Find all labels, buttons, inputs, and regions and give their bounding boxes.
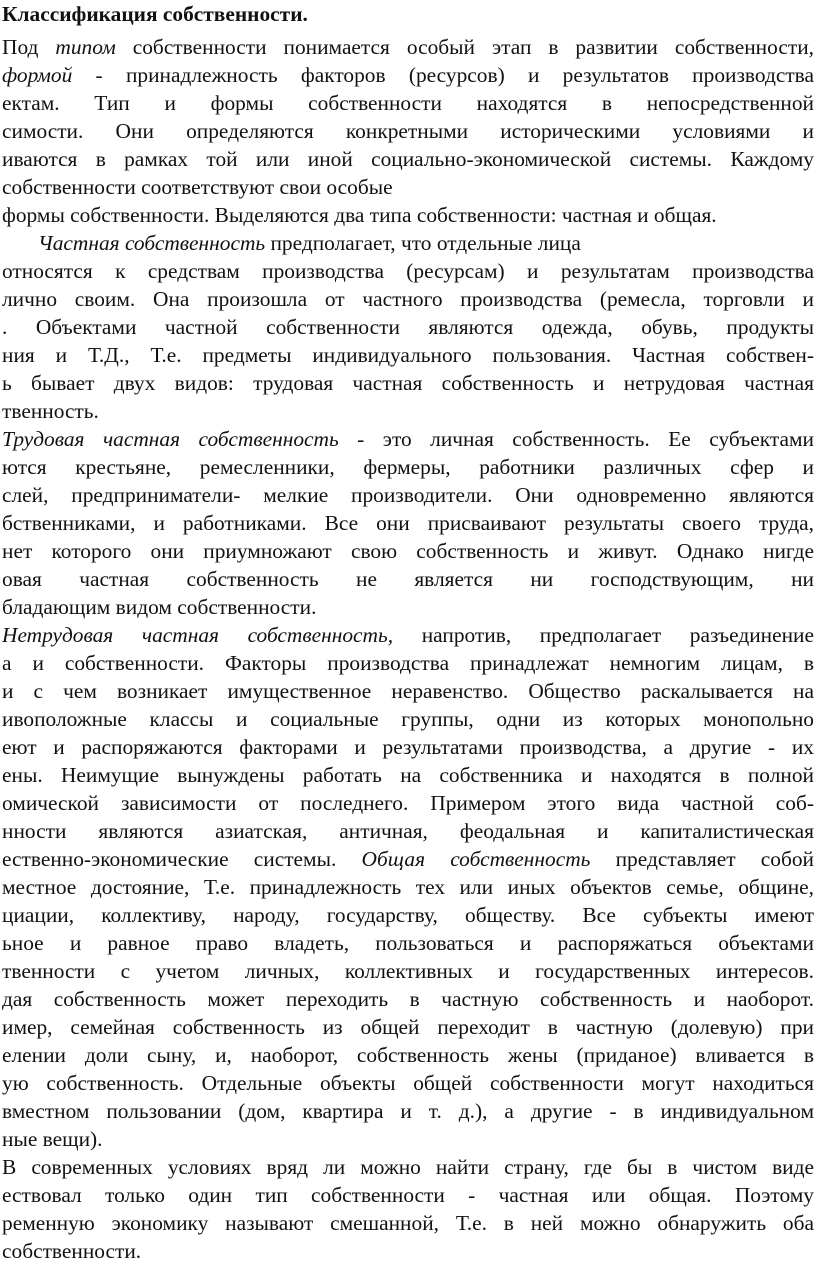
text-run: ены. Неимущие вынуждены работать на собственника и находятся в полной xyxy=(2,763,814,787)
text-run: собственности соответствуют свои особые xyxy=(2,175,393,199)
text-line xyxy=(2,845,814,873)
text-run: елении доли сыну, и, наоборот, собственность жены (приданое) вливается в xyxy=(2,1043,814,1067)
text-line xyxy=(2,425,814,453)
text-run: нет которого они приумножают свою собственность и живут. Однако нигде xyxy=(2,539,814,563)
text-line xyxy=(2,257,814,285)
text-run: овая частная собственность не является ни господствующим, ни xyxy=(2,567,814,591)
text-run: ивоположные классы и социальные группы, одни из которых монопольно xyxy=(2,707,814,731)
text-run: дая собственность может переходить в частную собственность и наоборот. xyxy=(2,987,814,1011)
text-line xyxy=(2,817,814,845)
text-run: еют и распоряжаются факторами и результатами производства, а другие - их xyxy=(2,735,814,759)
italic-term: формой xyxy=(2,63,73,87)
text-run: относятся к средствам производства (ресурсам) и результатам производства xyxy=(2,259,814,283)
document-title: Классификация собственности. xyxy=(2,2,308,26)
text-run: собственности понимается особый этап в развитии собственности, xyxy=(115,35,814,59)
text-line xyxy=(2,873,814,901)
text-run: слей, предприниматели- мелкие производители. Они одновременно являются xyxy=(2,483,814,507)
text-line xyxy=(2,453,814,481)
text-run: ествовал только один тип собственности - частная или общая. Поэтому xyxy=(2,1183,814,1207)
text-line xyxy=(38,229,814,257)
text-run: - принадлежность факторов (ресурсов) и результатов производства xyxy=(72,63,814,87)
text-run: . Объектами частной собственности являются одежда, обувь, продукты xyxy=(2,315,814,339)
text-line xyxy=(2,537,814,565)
text-line xyxy=(2,565,814,593)
text-run: и с чем возникает имущественное неравенство. Общество раскалывается на xyxy=(2,679,814,703)
text-line xyxy=(2,145,814,173)
italic-term: Трудовая частная собственность xyxy=(2,427,339,451)
text-run: нности являются азиатская, античная, феодальная и капиталистическая xyxy=(2,819,814,843)
italic-term: Нетрудовая частная собственность, xyxy=(2,623,394,647)
text-line xyxy=(2,733,814,761)
text-line xyxy=(2,985,814,1013)
text-run: а и собственности. Факторы производства принадлежат немногим лицам, в xyxy=(2,651,814,675)
text-run: ременную экономику называют смешанной, Т.е. в ней можно обнаружить оба xyxy=(2,1211,814,1235)
text-run: ные вещи). xyxy=(2,1127,103,1151)
text-line xyxy=(2,89,814,117)
text-line xyxy=(2,201,814,229)
text-run: твенности с учетом личных, коллективных и государственных интересов. xyxy=(2,959,814,983)
text-line xyxy=(2,705,814,733)
text-line xyxy=(2,1069,814,1097)
italic-term: Общая собственность xyxy=(361,847,591,871)
text-run: ь бывает двух видов: трудовая частная собственность и нетрудовая частная xyxy=(2,371,814,395)
text-run: лично своим. Она произошла от частного производства (ремесла, торговли и xyxy=(2,287,814,311)
text-line xyxy=(2,369,814,397)
text-run: бладающим видом собственности. xyxy=(2,595,317,619)
text-run: омической зависимости от последнего. Примером этого вида частной соб- xyxy=(2,791,814,815)
text-line xyxy=(2,509,814,537)
text-run: В современных условиях вряд ли можно найти страну, где бы в чистом виде xyxy=(2,1155,814,1179)
text-line xyxy=(2,929,814,957)
text-run: представляет собой xyxy=(590,847,814,871)
italic-term: типом xyxy=(55,35,116,59)
text-line xyxy=(2,117,814,145)
text-line xyxy=(2,677,814,705)
text-line xyxy=(2,1041,814,1069)
text-line xyxy=(2,1209,814,1237)
text-run: ую собственность. Отдельные объекты общей собственности могут находиться xyxy=(2,1071,814,1095)
text-line xyxy=(2,649,814,677)
text-run: вместном пользовании (дом, квартира и т. д.), а другие - в индивидуальном xyxy=(2,1099,814,1123)
text-run: местное достояние, Т.е. принадлежность тех или иных объектов семье, общине, xyxy=(2,875,814,899)
text-run: ются крестьяне, ремесленники, фермеры, работники различных сфер и xyxy=(2,455,814,479)
text-run: собственности. xyxy=(2,1239,142,1263)
text-run: напротив, предполагает разъединение xyxy=(393,623,814,647)
text-line xyxy=(2,1125,814,1153)
text-run: ектам. Тип и формы собственности находятся в непосредственной xyxy=(2,91,814,115)
text-line xyxy=(2,61,814,89)
text-run: - это личная собственность. Ее субъектами xyxy=(338,427,814,451)
text-line xyxy=(2,957,814,985)
text-line xyxy=(2,621,814,649)
italic-term: Частная собственность xyxy=(38,231,266,255)
text-line xyxy=(2,313,814,341)
text-line xyxy=(2,789,814,817)
text-line xyxy=(2,285,814,313)
text-run: формы собственности. Выделяются два типа собственности: частная и общая. xyxy=(2,203,717,227)
text-line xyxy=(2,1181,814,1209)
text-run: Под xyxy=(2,35,56,59)
text-line xyxy=(2,173,814,201)
text-run: имер, семейная собственность из общей переходит в частную (долевую) при xyxy=(2,1015,814,1039)
text-line xyxy=(2,593,814,621)
text-run: ния и Т.Д., Т.е. предметы индивидуального пользования. Частная собствен- xyxy=(2,343,814,367)
text-run: ественно-экономические системы. xyxy=(2,847,362,871)
text-run: циации, коллективу, народу, государству, обществу. Все субъекты имеют xyxy=(2,903,814,927)
text-run: симости. Они определяются конкретными историческими условиями и xyxy=(2,119,814,143)
text-line xyxy=(2,481,814,509)
text-line xyxy=(2,341,814,369)
text-line xyxy=(2,1013,814,1041)
text-line xyxy=(2,397,814,425)
text-run: бственниками, и работниками. Все они присваивают результаты своего труда, xyxy=(2,511,814,535)
text-line xyxy=(2,33,814,61)
text-line xyxy=(2,1237,814,1265)
text-line xyxy=(2,901,814,929)
text-run: твенность. xyxy=(2,399,99,423)
text-line xyxy=(2,1153,814,1181)
text-run: ьное и равное право владеть, пользоваться и распоряжаться объектами xyxy=(2,931,814,955)
text-run: предполагает, что отдельные лица xyxy=(265,231,581,255)
text-line xyxy=(2,761,814,789)
text-run: иваются в рамках той или иной социально-экономической системы. Каждому xyxy=(2,147,814,171)
text-line xyxy=(2,1097,814,1125)
